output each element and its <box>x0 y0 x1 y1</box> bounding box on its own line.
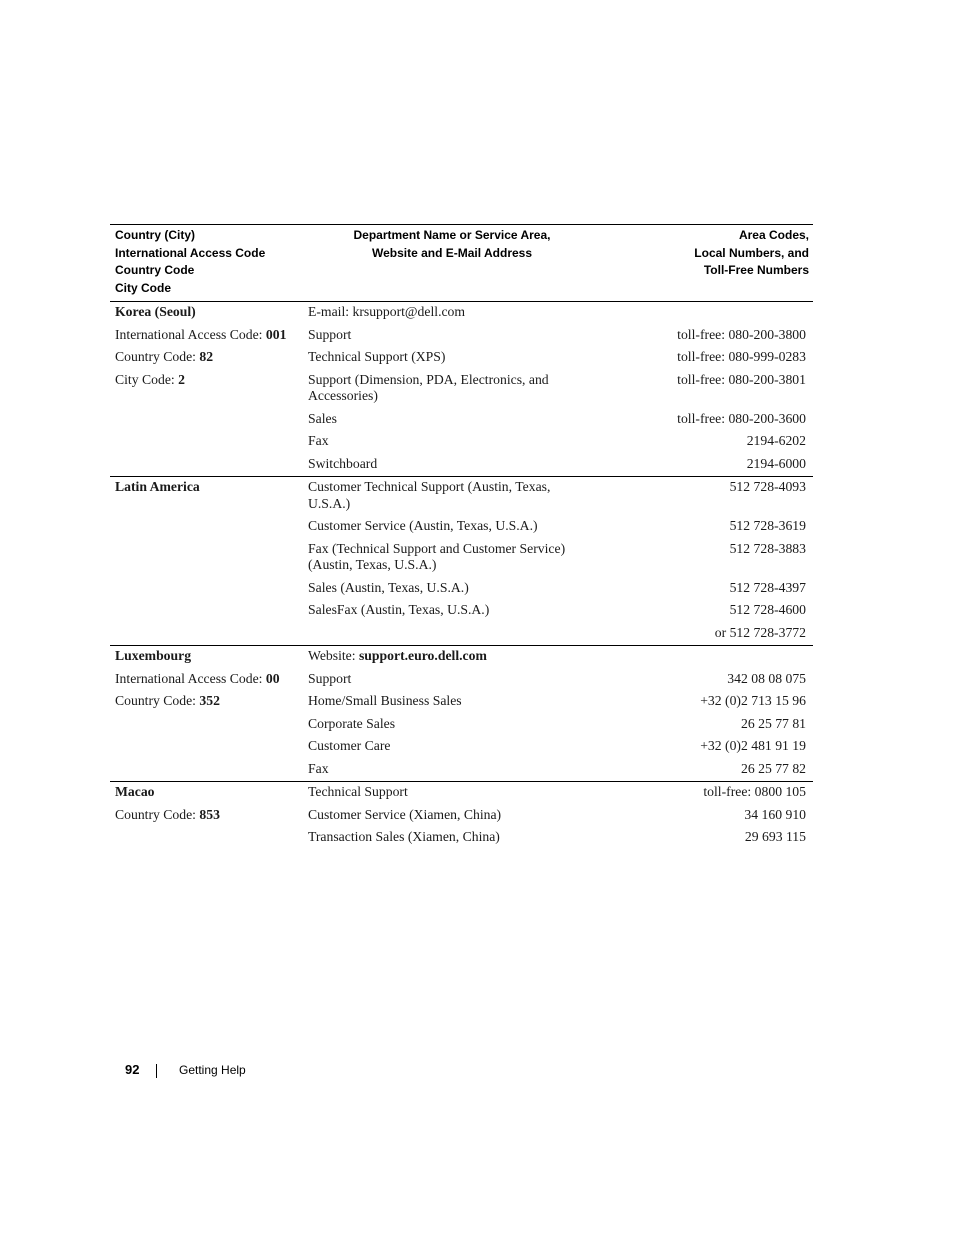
phone-number: 2194-6202 <box>746 433 806 448</box>
department-value: support.euro.dell.com <box>358 648 487 663</box>
country-value: 00 <box>265 670 280 686</box>
country-label: Country Code: <box>115 349 200 364</box>
table-row <box>110 827 813 850</box>
table-row <box>110 782 813 805</box>
table-row <box>110 409 813 432</box>
header-line: Department Name or Service Area, <box>353 228 551 242</box>
country-label: Country Code: <box>115 806 200 822</box>
department-cell <box>307 782 597 805</box>
department-label: Corporate Sales <box>308 715 396 731</box>
department-cell <box>307 409 597 432</box>
department-cell <box>307 539 597 578</box>
country-value: 82 <box>199 349 214 364</box>
phone-number: 26 25 77 82 <box>740 760 806 776</box>
country-cell <box>110 477 307 517</box>
country-value: 352 <box>199 693 220 708</box>
department-label: Support <box>308 326 352 342</box>
department-label: Transaction Sales (Xiamen, China) <box>308 829 500 844</box>
table-row <box>110 623 813 646</box>
country-cell <box>110 714 307 737</box>
department-cell <box>307 516 597 539</box>
country-cell <box>110 431 307 454</box>
department-cell <box>307 454 597 477</box>
table-row <box>110 600 813 623</box>
table-row <box>110 302 813 325</box>
department-cell <box>307 805 597 828</box>
department-cell <box>307 691 597 714</box>
country-cell <box>110 539 307 578</box>
country-cell <box>110 347 307 370</box>
contact-table <box>110 224 813 850</box>
country-label: Korea (Seoul) <box>115 304 196 319</box>
country-cell <box>110 623 307 646</box>
country-value: 2 <box>178 371 185 387</box>
phone-number: 512 728-4600 <box>729 602 806 617</box>
header-department <box>307 225 597 302</box>
country-value: 853 <box>199 806 220 822</box>
country-value: Macao <box>115 784 155 799</box>
phone-number: 29 693 115 <box>744 829 806 844</box>
phone-number: 342 08 08 075 <box>727 670 806 686</box>
header-row <box>110 225 813 302</box>
phone-number: toll-free: 080-200-3800 <box>677 326 806 342</box>
country-cell <box>110 646 307 669</box>
department-cell <box>307 431 597 454</box>
table-row <box>110 805 813 828</box>
table-row <box>110 669 813 692</box>
country-cell <box>110 827 307 850</box>
country-cell <box>110 600 307 623</box>
department-cell <box>307 759 597 782</box>
department-label: Technical Support (XPS) <box>308 349 446 364</box>
department-label: Fax (Technical Support and Customer Service) (Austin, Texas, U.S.A.) <box>308 540 566 572</box>
phone-number: 512 728-3619 <box>729 518 806 533</box>
phone-number <box>597 646 813 669</box>
header-line: Country Code <box>115 263 195 277</box>
header-line: Website and E-Mail Address <box>371 245 533 260</box>
phone-number: or 512 728-3772 <box>714 624 806 640</box>
department-label: Customer Service (Xiamen, China) <box>308 806 502 822</box>
department-label: Switchboard <box>308 455 378 471</box>
department-label: Customer Care <box>308 738 391 753</box>
phone-number: 512 728-3883 <box>729 540 806 556</box>
department-label: Sales (Austin, Texas, U.S.A.) <box>308 579 469 595</box>
phone-number: 512 728-4093 <box>597 477 813 517</box>
table-row <box>110 431 813 454</box>
department-label: Website: <box>308 648 359 663</box>
table-row <box>110 691 813 714</box>
header-numbers <box>597 225 813 302</box>
department-label: Technical Support <box>308 784 408 799</box>
department-cell <box>307 646 597 669</box>
phone-number: 2194-6000 <box>746 455 806 471</box>
country-cell <box>110 578 307 601</box>
phone-number: toll-free: 080-200-3801 <box>677 371 806 387</box>
header-line: Country (City) <box>115 228 195 242</box>
header-line: International Access Code <box>115 245 266 260</box>
phone-number: toll-free: 080-200-3600 <box>677 410 806 426</box>
section-title: Getting Help <box>179 1063 246 1077</box>
department-label: Fax <box>308 760 329 776</box>
phone-number: 26 25 77 81 <box>740 715 806 731</box>
department-label: Customer Service (Austin, Texas, U.S.A.) <box>308 518 538 533</box>
department-cell <box>307 477 597 517</box>
department-label: Customer Technical Support (Austin, Texas, U.S.A.) <box>308 479 551 511</box>
department-label: E-mail: krsupport@dell.com <box>308 304 466 319</box>
table-body <box>110 302 813 850</box>
page-number: 92 <box>125 1062 140 1077</box>
department-cell <box>307 302 597 325</box>
department-label: SalesFax (Austin, Texas, U.S.A.) <box>308 602 490 617</box>
department-cell <box>307 827 597 850</box>
country-label: International Access Code: <box>115 670 266 686</box>
department-cell <box>307 370 597 409</box>
table-row <box>110 370 813 409</box>
table-row <box>110 578 813 601</box>
table-header <box>110 225 813 302</box>
country-cell <box>110 302 307 325</box>
department-cell <box>307 623 597 646</box>
header-line: Area Codes, <box>738 228 809 242</box>
department-cell <box>307 669 597 692</box>
department-cell <box>307 736 597 759</box>
department-label: Fax <box>308 433 329 448</box>
table-row <box>110 714 813 737</box>
country-cell <box>110 805 307 828</box>
department-cell <box>307 578 597 601</box>
phone-number: 34 160 910 <box>744 806 806 822</box>
table-row <box>110 736 813 759</box>
department-label: Home/Small Business Sales <box>308 693 462 708</box>
department-cell <box>307 600 597 623</box>
phone-number: +32 (0)2 713 15 96 <box>700 693 806 708</box>
country-cell <box>110 736 307 759</box>
phone-number: 512 728-4397 <box>729 579 806 595</box>
country-cell <box>110 669 307 692</box>
table-row <box>110 477 813 517</box>
department-label: Sales <box>308 410 337 426</box>
phone-number: toll-free: 0800 105 <box>597 782 813 805</box>
department-cell <box>307 347 597 370</box>
phone-number: toll-free: 080-999-0283 <box>677 349 806 364</box>
country-cell <box>110 325 307 348</box>
country-cell <box>110 370 307 409</box>
department-cell <box>307 325 597 348</box>
country-value: Latin America <box>115 479 200 494</box>
table-row <box>110 759 813 782</box>
table-row <box>110 325 813 348</box>
country-label: City Code: <box>115 371 179 387</box>
country-cell <box>110 782 307 805</box>
country-label: Country Code: <box>115 693 200 708</box>
country-value: 001 <box>265 326 287 342</box>
table-row <box>110 516 813 539</box>
phone-number <box>597 302 813 325</box>
country-label: International Access Code: <box>115 326 266 342</box>
phone-number: +32 (0)2 481 91 19 <box>700 738 806 753</box>
header-line: City Code <box>115 280 172 295</box>
country-cell <box>110 691 307 714</box>
table-row <box>110 539 813 578</box>
country-value: Luxembourg <box>115 648 192 663</box>
department-cell <box>307 714 597 737</box>
header-line: Toll-Free Numbers <box>703 263 809 277</box>
header-line: Local Numbers, and <box>694 245 809 260</box>
country-cell <box>110 759 307 782</box>
country-cell <box>110 454 307 477</box>
header-country <box>110 225 307 302</box>
department-label: Support (Dimension, PDA, Electronics, and Accessories) <box>308 371 549 403</box>
table-row <box>110 454 813 477</box>
footer-separator <box>156 1064 157 1078</box>
country-cell <box>110 516 307 539</box>
table-row <box>110 646 813 669</box>
table-row <box>110 347 813 370</box>
department-label: Support <box>308 670 352 686</box>
country-cell <box>110 409 307 432</box>
